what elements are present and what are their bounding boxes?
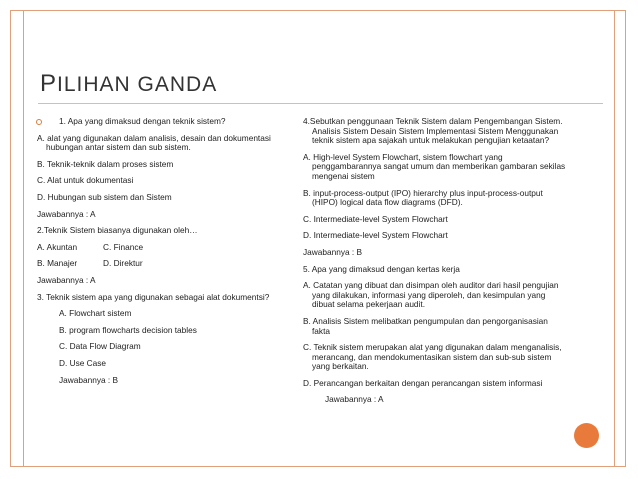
q5-answer: Jawabannya : A (325, 394, 384, 405)
q4-option-c: C. Intermediate-level System Flowchart (303, 213, 448, 224)
q2-options-row-1 (37, 243, 275, 253)
q1-option-b: B. Teknik-teknik dalam proses sistem (37, 158, 174, 169)
q2-option-a: A. Akuntan (37, 241, 78, 252)
left-column (37, 117, 275, 392)
q4-option-a: A. High-level System Flowchart, sistem flowchart yang penggambarannya sangat umum dan memberikan gambaran sekilas mengenai sistem (303, 151, 566, 181)
decorative-circle (574, 423, 599, 448)
q5-option-b: B. Analisis Sistem melibatkan pengumpulan dan pengorganisasian fakta (303, 315, 548, 336)
q3-option-d: D. Use Case (59, 357, 107, 368)
q1-option-c: C. Alat untuk dokumentasi (37, 175, 134, 186)
q2-option-c: C. Finance (103, 241, 144, 252)
q2-option-d: D. Direktur (103, 258, 143, 269)
q1-option-d: D. Hubungan sub sistem dan Sistem (37, 191, 172, 202)
q2-options-row-2 (37, 259, 275, 269)
q4-option-d: D. Intermediate-level System Flowchart (303, 230, 448, 241)
frame-left-line (23, 10, 24, 467)
q3-answer: Jawabannya : B (59, 374, 119, 385)
q5-option-d: D. Perancangan berkaitan dengan perancangan sistem informasi (303, 377, 543, 388)
q2-answer: Jawabannya : A (37, 274, 96, 285)
question-2: 2.Teknik Sistem biasanya digunakan oleh… (37, 225, 198, 236)
q3-option-c: C. Data Flow Diagram (59, 341, 141, 352)
question-4: 4.Sebutkan penggunaan Teknik Sistem dalam Pengembangan Sistem. Analisis Sistem Desain Sistem Implementasi Sistem Menggunakan teknik sistem apa sajakah untuk melakukan pengujian ketaatan? (303, 116, 563, 146)
frame-right-line (614, 10, 615, 467)
q3-option-a: A. Flowchart sistem (59, 308, 132, 319)
q4-answer: Jawabannya : B (303, 246, 363, 257)
q3-option-b: B. program flowcharts decision tables (59, 324, 197, 335)
q4-option-b: B. input-process-output (IPO) hierarchy plus input-process-output (HIPO) logical data flow diagrams (DFD). (303, 187, 543, 208)
right-column (303, 117, 568, 412)
question-5: 5. Apa yang dimaksud dengan kertas kerja (303, 263, 460, 274)
slide-title: PILIHAN GANDA (40, 70, 218, 97)
question-1: 1. Apa yang dimaksud dengan teknik sistem? (37, 117, 275, 127)
q1-option-a: A. alat yang digunakan dalam analisis, desain dan dokumentasi hubungan antar sistem dan sub sistem. (37, 132, 271, 153)
bullet-icon (36, 119, 42, 125)
question-3: 3. Teknik sistem apa yang digunakan sebagai alat dokumentsi? (37, 291, 270, 302)
q2-option-b: B. Manajer (37, 258, 78, 269)
title-underline (38, 103, 603, 104)
q5-option-c: C. Teknik sistem merupakan alat yang digunakan dalam menganalisis, merancang, dan mendokumentasikan sistem dan sub-sub sistem yang berkaitan. (303, 342, 562, 372)
q1-answer: Jawabannya : A (37, 208, 96, 219)
q5-option-a: A. Catatan yang dibuat dan disimpan oleh auditor dari hasil pengujian yang dilakukan, informasi yang diperoleh, dan kesimpulan yang dibuat selama pekerjaan audit. (303, 280, 559, 310)
